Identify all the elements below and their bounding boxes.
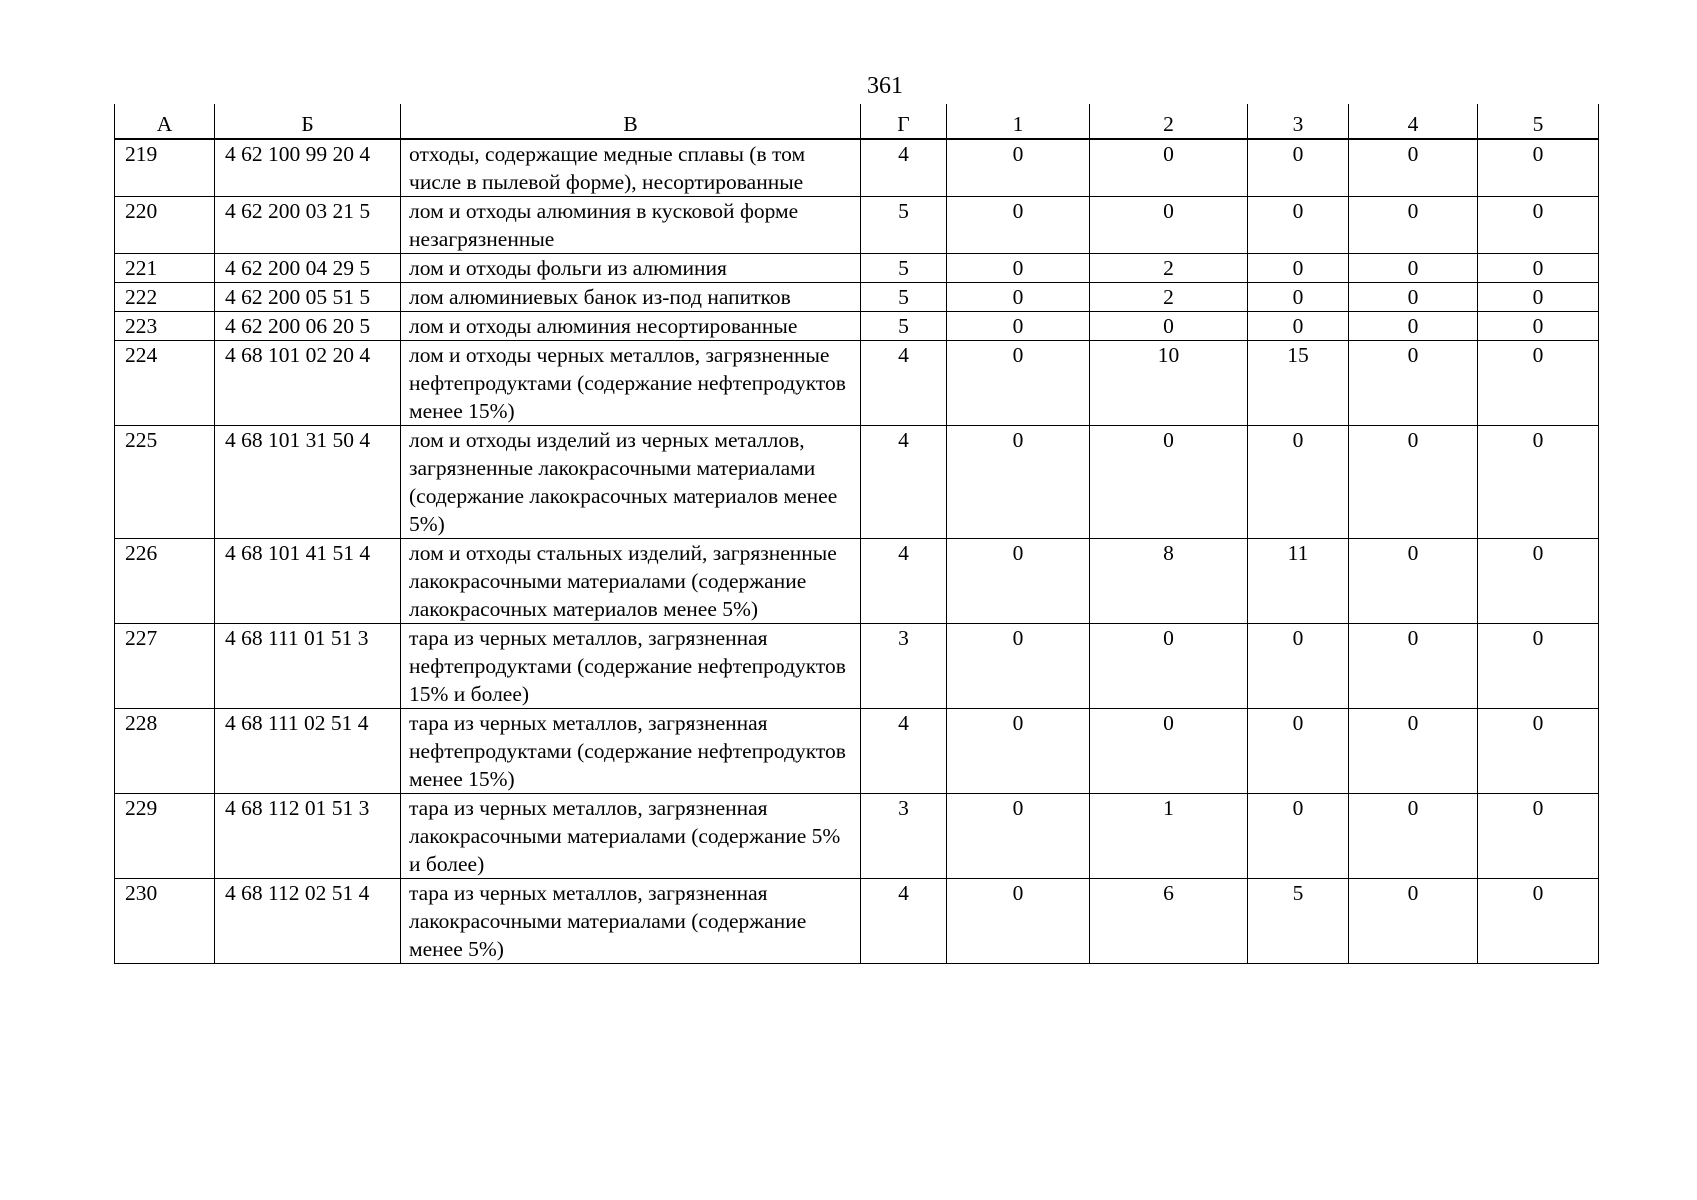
row-number: 226 [115, 539, 215, 624]
hazard-class: 4 [861, 709, 947, 794]
table-row [115, 283, 1599, 312]
hazard-class: 5 [861, 312, 947, 341]
waste-name: лом и отходы изделий из черных металлов, загрязненные лакокрасочными материалами (содержание лакокрасочных материалов менее 5%) [401, 426, 861, 539]
value-col-4: 0 [1349, 624, 1478, 709]
waste-name: лом и отходы стальных изделий, загрязненные лакокрасочными материалами (содержание лакокрасочных материалов менее 5%) [401, 539, 861, 624]
value-col-3: 0 [1248, 139, 1349, 197]
waste-name: отходы, содержащие медные сплавы (в том числе в пылевой форме), несортированные [401, 139, 861, 197]
waste-name: тара из черных металлов, загрязненная лакокрасочными материалами (содержание менее 5%) [401, 879, 861, 964]
value-col-5: 0 [1478, 624, 1599, 709]
value-col-4: 0 [1349, 709, 1478, 794]
waste-code: 4 62 200 04 29 5 [215, 254, 401, 283]
hazard-class: 5 [861, 283, 947, 312]
waste-name: лом и отходы фольги из алюминия [401, 254, 861, 283]
waste-code: 4 68 101 02 20 4 [215, 341, 401, 426]
row-number: 223 [115, 312, 215, 341]
value-col-1: 0 [947, 197, 1090, 254]
table-row [115, 539, 1599, 624]
value-col-5: 0 [1478, 197, 1599, 254]
table-row [115, 139, 1599, 197]
waste-name: тара из черных металлов, загрязненная нефтепродуктами (содержание нефтепродуктов 15% и более) [401, 624, 861, 709]
value-col-2: 0 [1090, 426, 1248, 539]
table-row [115, 426, 1599, 539]
waste-name: лом и отходы черных металлов, загрязненные нефтепродуктами (содержание нефтепродуктов менее 15%) [401, 341, 861, 426]
value-col-1: 0 [947, 254, 1090, 283]
value-col-3: 0 [1248, 624, 1349, 709]
value-col-5: 0 [1478, 312, 1599, 341]
hazard-class: 4 [861, 341, 947, 426]
value-col-5: 0 [1478, 254, 1599, 283]
table-body [115, 139, 1599, 964]
hazard-class: 5 [861, 254, 947, 283]
column-header: 4 [1349, 104, 1478, 139]
table-row [115, 794, 1599, 879]
value-col-3: 11 [1248, 539, 1349, 624]
value-col-5: 0 [1478, 879, 1599, 964]
hazard-class: 4 [861, 539, 947, 624]
row-number: 222 [115, 283, 215, 312]
row-number: 225 [115, 426, 215, 539]
waste-name: тара из черных металлов, загрязненная нефтепродуктами (содержание нефтепродуктов менее 15%) [401, 709, 861, 794]
value-col-5: 0 [1478, 341, 1599, 426]
row-number: 230 [115, 879, 215, 964]
row-number: 220 [115, 197, 215, 254]
value-col-2: 6 [1090, 879, 1248, 964]
value-col-5: 0 [1478, 709, 1599, 794]
value-col-1: 0 [947, 539, 1090, 624]
page-number: 361 [867, 73, 903, 99]
value-col-2: 8 [1090, 539, 1248, 624]
waste-code: 4 62 200 03 21 5 [215, 197, 401, 254]
waste-name: лом алюминиевых банок из-под напитков [401, 283, 861, 312]
value-col-4: 0 [1349, 139, 1478, 197]
waste-code: 4 68 112 01 51 3 [215, 794, 401, 879]
waste-code: 4 62 100 99 20 4 [215, 139, 401, 197]
value-col-1: 0 [947, 624, 1090, 709]
table-row [115, 879, 1599, 964]
table-row [115, 709, 1599, 794]
hazard-class: 3 [861, 794, 947, 879]
column-header: А [115, 104, 215, 139]
value-col-4: 0 [1349, 283, 1478, 312]
header-row [115, 104, 1599, 139]
value-col-5: 0 [1478, 426, 1599, 539]
table-header [115, 104, 1599, 139]
row-number: 227 [115, 624, 215, 709]
column-header: 1 [947, 104, 1090, 139]
table-row [115, 254, 1599, 283]
value-col-4: 0 [1349, 312, 1478, 341]
waste-code: 4 68 101 31 50 4 [215, 426, 401, 539]
waste-code: 4 62 200 05 51 5 [215, 283, 401, 312]
table-row [115, 341, 1599, 426]
value-col-2: 0 [1090, 197, 1248, 254]
waste-name: тара из черных металлов, загрязненная лакокрасочными материалами (содержание 5% и более) [401, 794, 861, 879]
value-col-3: 0 [1248, 283, 1349, 312]
value-col-5: 0 [1478, 139, 1599, 197]
value-col-2: 0 [1090, 139, 1248, 197]
value-col-2: 2 [1090, 254, 1248, 283]
value-col-1: 0 [947, 312, 1090, 341]
value-col-3: 5 [1248, 879, 1349, 964]
hazard-class: 3 [861, 624, 947, 709]
row-number: 229 [115, 794, 215, 879]
waste-code: 4 68 111 02 51 4 [215, 709, 401, 794]
value-col-1: 0 [947, 139, 1090, 197]
value-col-3: 15 [1248, 341, 1349, 426]
value-col-2: 0 [1090, 312, 1248, 341]
value-col-1: 0 [947, 426, 1090, 539]
value-col-3: 0 [1248, 709, 1349, 794]
column-header: В [401, 104, 861, 139]
value-col-3: 0 [1248, 312, 1349, 341]
waste-name: лом и отходы алюминия в кусковой форме незагрязненные [401, 197, 861, 254]
value-col-5: 0 [1478, 794, 1599, 879]
waste-code: 4 68 111 01 51 3 [215, 624, 401, 709]
row-number: 228 [115, 709, 215, 794]
value-col-2: 1 [1090, 794, 1248, 879]
column-header: 2 [1090, 104, 1248, 139]
value-col-2: 2 [1090, 283, 1248, 312]
value-col-1: 0 [947, 709, 1090, 794]
value-col-2: 10 [1090, 341, 1248, 426]
waste-code: 4 62 200 06 20 5 [215, 312, 401, 341]
value-col-1: 0 [947, 794, 1090, 879]
value-col-4: 0 [1349, 426, 1478, 539]
row-number: 224 [115, 341, 215, 426]
table-row [115, 624, 1599, 709]
value-col-4: 0 [1349, 879, 1478, 964]
value-col-5: 0 [1478, 539, 1599, 624]
value-col-2: 0 [1090, 709, 1248, 794]
value-col-3: 0 [1248, 254, 1349, 283]
waste-code: 4 68 112 02 51 4 [215, 879, 401, 964]
column-header: Б [215, 104, 401, 139]
table-row [115, 197, 1599, 254]
table-row [115, 312, 1599, 341]
column-header: 5 [1478, 104, 1599, 139]
value-col-3: 0 [1248, 197, 1349, 254]
row-number: 219 [115, 139, 215, 197]
column-header: 3 [1248, 104, 1349, 139]
value-col-2: 0 [1090, 624, 1248, 709]
value-col-1: 0 [947, 283, 1090, 312]
value-col-4: 0 [1349, 254, 1478, 283]
value-col-4: 0 [1349, 794, 1478, 879]
value-col-5: 0 [1478, 283, 1599, 312]
value-col-3: 0 [1248, 426, 1349, 539]
waste-name: лом и отходы алюминия несортированные [401, 312, 861, 341]
hazard-class: 4 [861, 139, 947, 197]
value-col-4: 0 [1349, 341, 1478, 426]
value-col-4: 0 [1349, 539, 1478, 624]
row-number: 221 [115, 254, 215, 283]
hazard-class: 4 [861, 879, 947, 964]
value-col-4: 0 [1349, 197, 1478, 254]
value-col-3: 0 [1248, 794, 1349, 879]
hazard-class: 5 [861, 197, 947, 254]
waste-code: 4 68 101 41 51 4 [215, 539, 401, 624]
column-header: Г [861, 104, 947, 139]
waste-table [114, 104, 1599, 964]
hazard-class: 4 [861, 426, 947, 539]
value-col-1: 0 [947, 879, 1090, 964]
value-col-1: 0 [947, 341, 1090, 426]
